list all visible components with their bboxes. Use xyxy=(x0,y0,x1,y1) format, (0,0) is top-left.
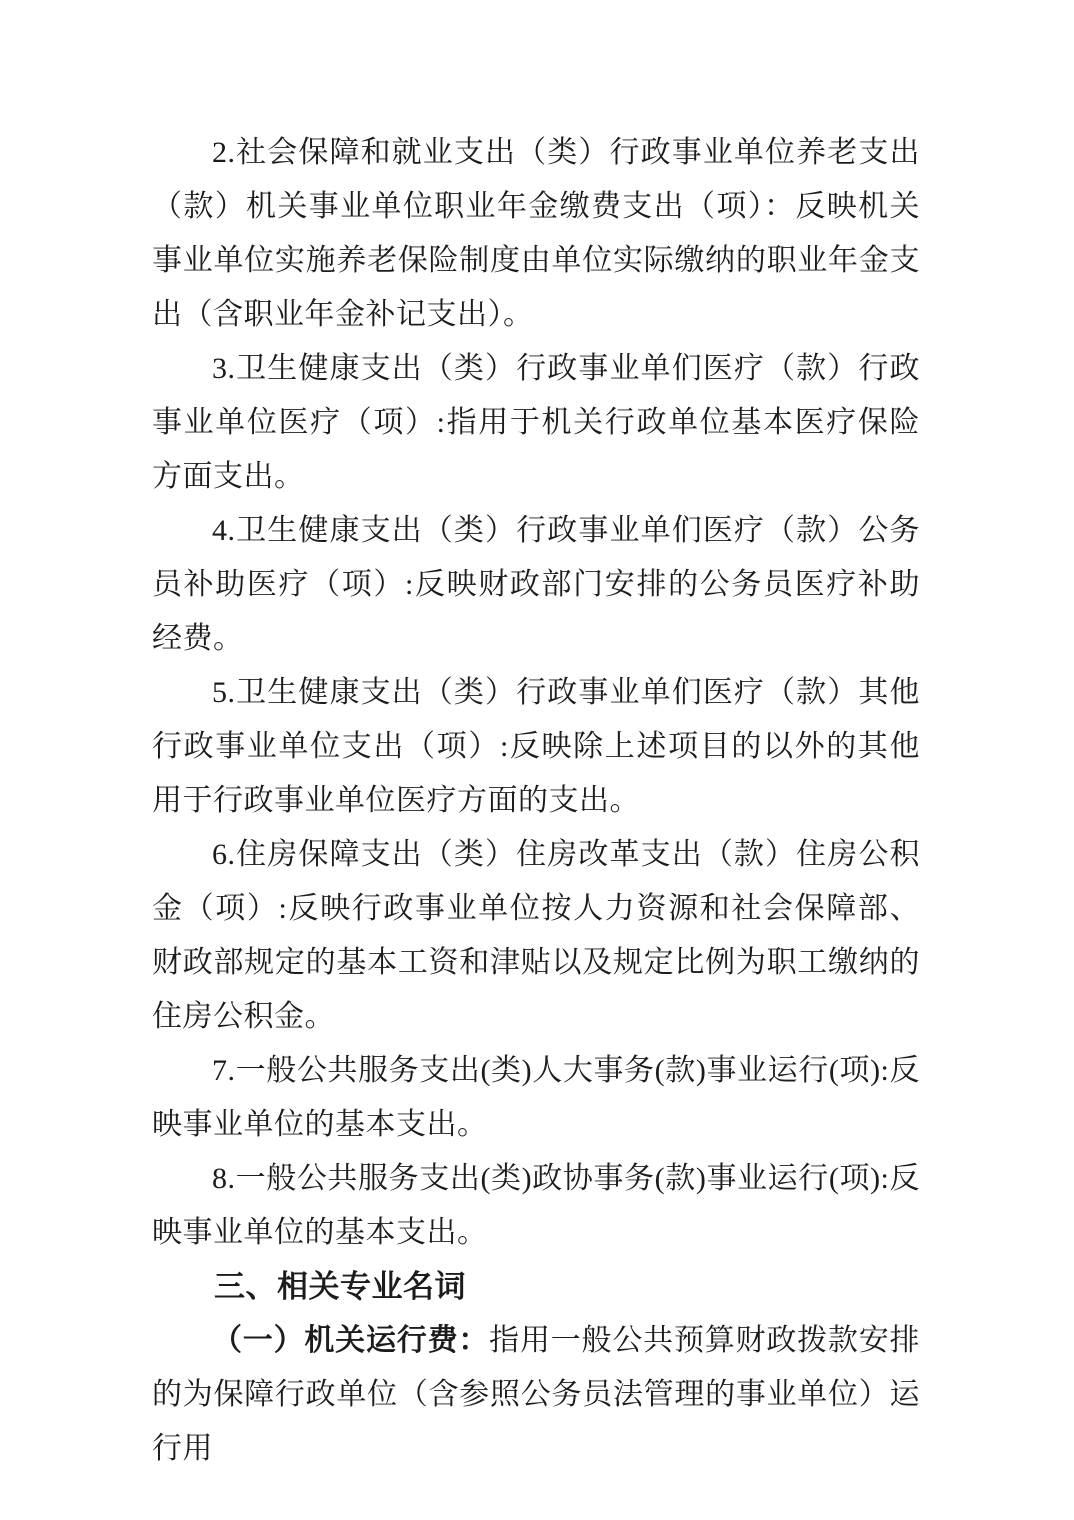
term-label: （一）机关运行费： xyxy=(212,1323,490,1358)
term-paragraph xyxy=(152,1314,920,1476)
budget-item-paragraph-7: 7.一般公共服务支出(类)人大事务(款)事业运行(项):反映事业单位的基本支出。 xyxy=(152,1054,920,1141)
document-body xyxy=(152,126,920,1476)
budget-item-paragraph-5: 5.卫生健康支出（类）行政事业单们医疗（款）其他行政事业单位支出（项）:反映除上述项目的以外的其他用于行政事业单位医疗方面的支出。 xyxy=(152,676,920,817)
budget-item-paragraph-2: 2.社会保障和就业支出（类）行政事业单位养老支出（款）机关事业单位职业年金缴费支出（项）：反映机关事业单位实施养老保险制度由单位实际缴纳的职业年金支出（含职业年金补记支出）。 xyxy=(152,136,920,331)
term-definition: 指用一般公共预算财政拨款安排的为保障行政单位（含参照公务员法管理的事业单位）运行用 xyxy=(152,1324,921,1465)
budget-item-paragraph-6: 6.住房保障支出（类）住房改革支出（款）住房公积金（项）:反映行政事业单位按人力资源和社会保障部、财政部规定的基本工资和津贴以及规定比例为职工缴纳的住房公积金。 xyxy=(152,838,920,1033)
budget-item-paragraph-3: 3.卫生健康支出（类）行政事业单们医疗（款）行政事业单位医疗（项）:指用于机关行政单位基本医疗保险方面支出。 xyxy=(152,352,920,493)
section-heading: 三、相关专业名词 xyxy=(214,1269,466,1305)
budget-item-paragraph-4: 4.卫生健康支出（类）行政事业单们医疗（款）公务员补助医疗（项）:反映财政部门安排的公务员医疗补助经费。 xyxy=(152,514,920,655)
budget-item-paragraph-8: 8.一般公共服务支出(类)政协事务(款)事业运行(项):反映事业单位的基本支出。 xyxy=(152,1162,920,1249)
